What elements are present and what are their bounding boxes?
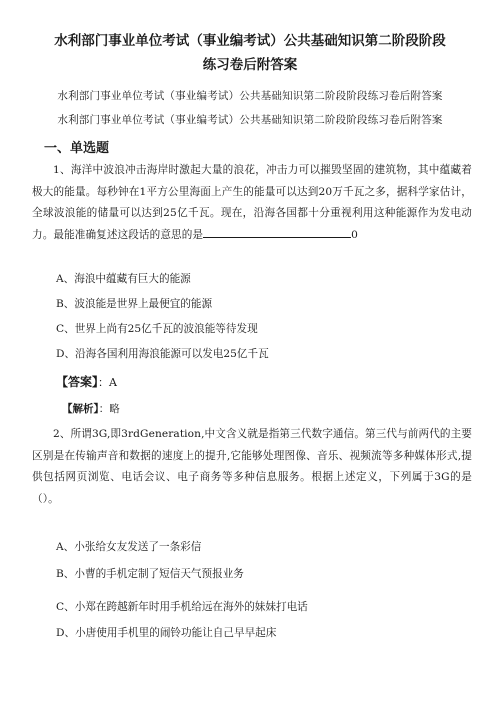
- question-1-option-c: C、世界上尚有25亿千瓦的波浪能等待发现: [56, 323, 258, 335]
- question-1-option-d: D、沿海各国利用海浪能源可以发电25亿千瓦: [56, 348, 269, 360]
- question-1-stem: [32, 160, 472, 246]
- answer-blank: [203, 227, 351, 238]
- explanation-value: ：略: [98, 403, 120, 415]
- explanation-label: 【解析】: [62, 403, 99, 415]
- question-2-option-c: C、小郑在跨越新年时用手机给远在海外的妹妹打电话: [56, 601, 308, 613]
- question-2-stem: 2、所谓3G,即3rdGeneration,中文含义就是指第三代数字通信。第三代与前两代的主要区别是在传输声音和数据的速度上的提升,它能够处理图像、音乐、视频流等多种媒体形式,提供包括网页浏览、电话会议、电子商务等多种信息服务。根据上述定义，下列属于3G的是（）。: [32, 428, 472, 505]
- question-2-option-a: A、小张给女友发送了一条彩信: [56, 541, 202, 553]
- question-2-option-b: B、小曹的手机定制了短信天气预报业务: [56, 568, 244, 580]
- document-subtitle-2: 水利部门事业单位考试（事业编考试）公共基础知识第二阶段阶段练习卷后附答案: [57, 114, 443, 126]
- document-title-line-1: 水利部门事业单位考试（事业编考试）公共基础知识第二阶段阶段: [54, 33, 446, 49]
- question-1-answer: [56, 374, 117, 391]
- document-title-line-2: 练习卷后附答案: [202, 57, 298, 73]
- document-subtitle-1: 水利部门事业单位考试（事业编考试）公共基础知识第二阶段阶段练习卷后附答案: [57, 90, 443, 102]
- answer-value: ：A: [98, 376, 117, 389]
- answer-label: 【答案】: [56, 375, 99, 389]
- section-heading: 一、单选题: [44, 141, 110, 156]
- question-2-option-d: D、小唐使用手机里的闹铃功能让自己早早起床: [56, 627, 277, 639]
- question-1-option-b: B、波浪能是世界上最便宜的能源: [56, 298, 213, 310]
- question-1-stem-text: 1、海洋中波浪冲击海岸时激起大量的浪花，冲击力可以摧毁坚固的建筑物，其中蕴藏着极大的能量。每秒钟在1平方公里海面上产生的能量可以达到20万千瓦之多，据科学家估计，全球波浪能的储量可以达到25亿千瓦。现在，沿海各国都十分重视利用这种能源作为发电动力。最能准确复述这段话的意思的是: [32, 164, 472, 241]
- question-1-explanation: [62, 402, 120, 417]
- question-1-stem-tail: 0: [351, 228, 358, 241]
- question-1-option-a: A、海浪中蕴藏有巨大的能源: [56, 273, 191, 285]
